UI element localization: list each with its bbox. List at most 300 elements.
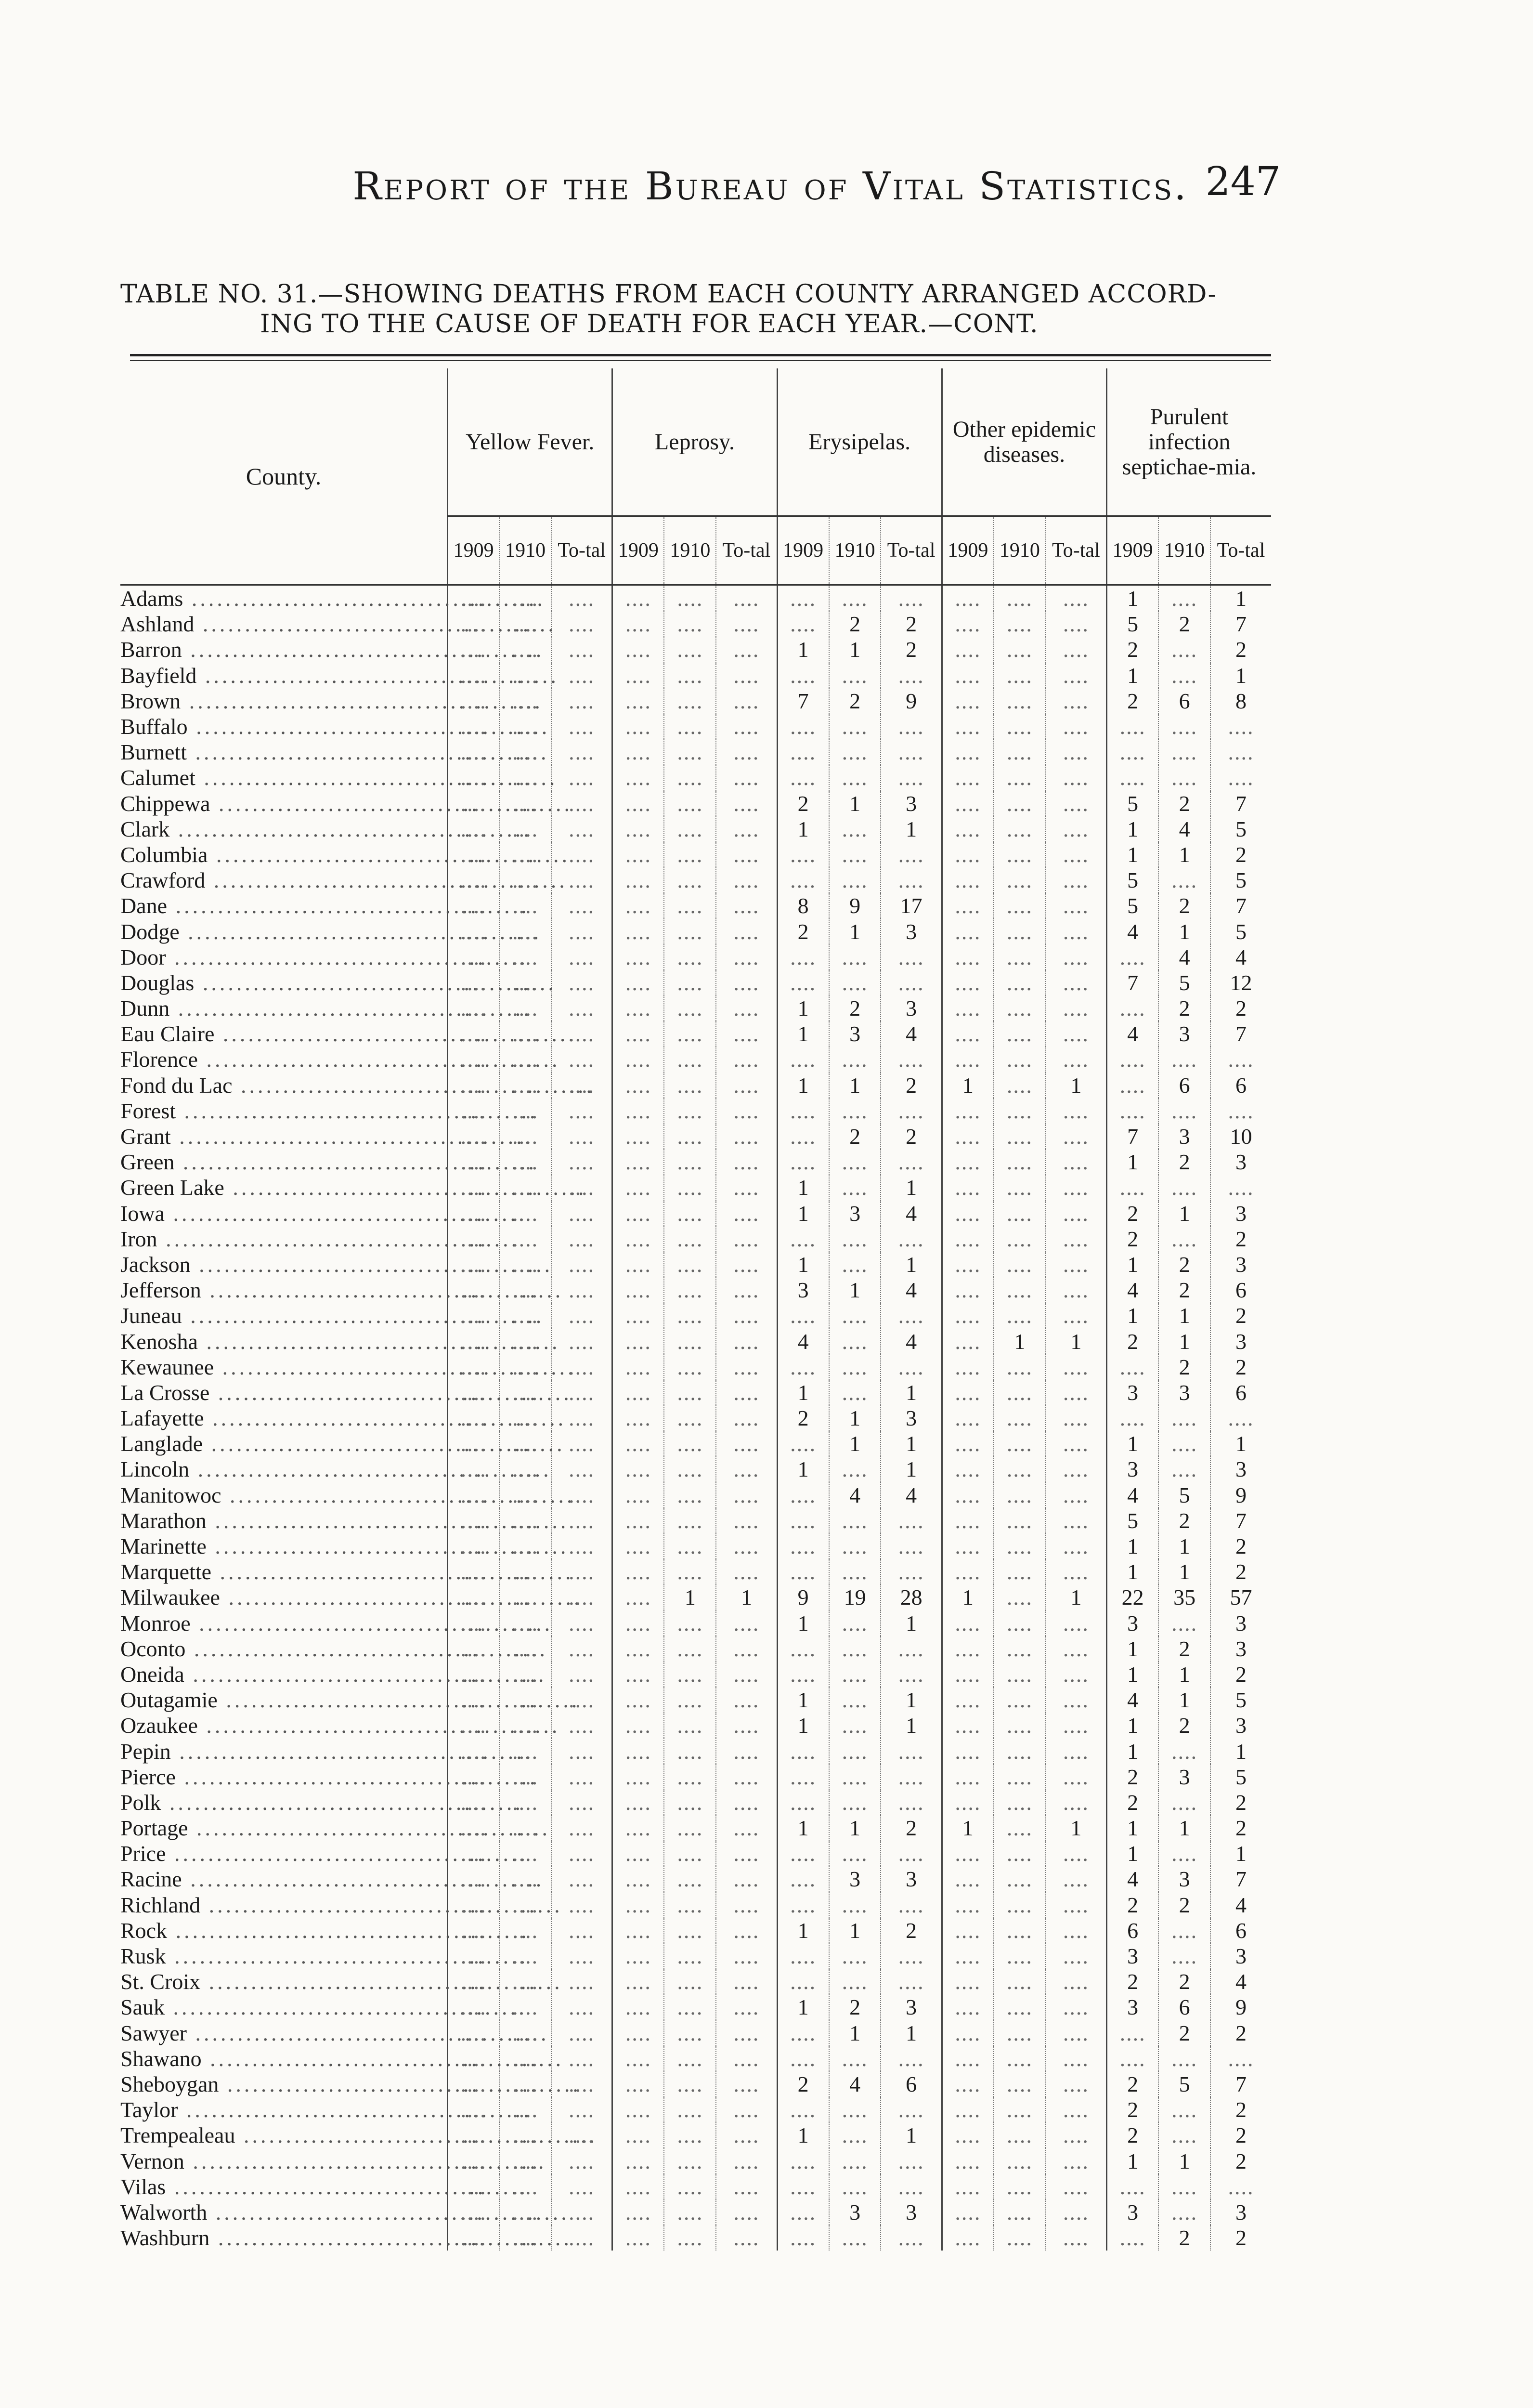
cell-value: 1 [1014,1329,1026,1354]
erysipelas-cell-1909 [777,585,829,612]
cell-value [955,1406,981,1430]
cell-value [733,1047,759,1072]
erysipelas-cell-1910 [829,2174,881,2199]
erysipelas-cell-total [881,1892,942,1918]
cell-value [733,2225,759,2250]
other-epidemic-cell-total [1046,739,1107,765]
county-name [120,1866,545,1892]
erysipelas-cell-1909 [777,2225,829,2251]
county-column-header: County. [120,368,448,585]
cell-value [1171,1099,1197,1123]
cell-value: 1 [906,1688,917,1713]
purulent-infection-cell-1910 [1158,1431,1210,1456]
other-epidemic-cell-1910 [994,2122,1046,2148]
cell-value: 1 [849,1073,861,1098]
erysipelas-cell-1910 [829,1098,881,1124]
cell-value: 1 [797,1713,809,1738]
other-epidemic-cell-total [1046,1815,1107,1841]
purulent-infection-cell-total [1210,1687,1271,1713]
purulent-infection-cell-total [1210,1713,1271,1738]
erysipelas-cell-1910 [829,1226,881,1252]
other-epidemic-cell-total [1046,1149,1107,1175]
erysipelas-cell-total [881,893,942,918]
cell-value [1007,1944,1033,1968]
cell-value [733,893,759,918]
county-name [120,1149,537,1175]
dot-leader: .......................................... [214,1354,576,1379]
cell-value [677,1688,703,1712]
purulent-infection-cell-total [1210,842,1271,867]
cell-value [1063,817,1089,841]
erysipelas-cell-1910 [829,2046,881,2071]
cell-value [625,1406,651,1430]
leprosy-cell-1909 [612,842,664,867]
cell-value [1007,1175,1033,1200]
cell-value: 2 [1235,2097,1247,2122]
cell-value [733,919,759,944]
cell-value [677,1124,703,1149]
other-epidemic-cell-total [1046,1687,1107,1713]
other-epidemic-cell-1909 [942,1047,994,1072]
cell-value: 1 [684,1585,696,1610]
cell-value [733,1611,759,1636]
erysipelas-cell-1910 [829,2020,881,2046]
cell-value [512,1688,538,1712]
cell-value [1063,1431,1089,1456]
cell-value: 3 [1235,1457,1247,1482]
other-epidemic-cell-1910 [994,2225,1046,2251]
other-epidemic-cell-1909 [942,1456,994,1482]
cell-value [625,1329,651,1354]
other-epidemic-cell-1909 [942,1841,994,1866]
purulent-infection-cell-1910 [1158,1790,1210,1815]
cell-value: 3 [1127,1380,1139,1405]
cell-value [842,1047,868,1072]
other-epidemic-cell-1909 [942,1303,994,1328]
purulent-infection-cell-total [1210,1098,1271,1124]
erysipelas-cell-1910 [829,1482,881,1508]
cell-value [569,1688,595,1712]
cell-value [461,893,487,918]
cell-value [842,1252,868,1277]
cell-value [569,1227,595,1251]
leprosy-cell-1910 [664,1021,716,1047]
other-epidemic-cell-1909 [942,1431,994,1456]
other-epidemic-cell-1909 [942,1943,994,1969]
cell-value [1007,1457,1033,1481]
cell-value [1063,1944,1089,1968]
cell-value [955,2174,981,2199]
leprosy-cell-1909 [612,1584,664,1610]
yellow-fever-cell-total [551,1149,612,1175]
cell-value [461,2123,487,2147]
county-name [120,585,546,612]
cell-value [677,996,703,1021]
leprosy-cell-1910 [664,1354,716,1380]
yellow-fever-cell-total [551,1226,612,1252]
leprosy-cell-1910 [664,1610,716,1636]
erysipelas-cell-1909 [777,1738,829,1764]
other-epidemic-cell-1910 [994,1328,1046,1354]
county-name [120,1124,533,1149]
county-label: Richland [120,1892,201,1917]
other-epidemic-cell-total [1046,1252,1107,1277]
purulent-infection-cell-1910 [1158,585,1210,612]
cell-value [790,1969,816,1994]
cell-value [1007,868,1033,892]
erysipelas-cell-1909 [777,2097,829,2122]
cell-value [733,1508,759,1533]
leprosy-cell-total [716,1943,777,1969]
county-name [120,995,532,1021]
county-label: Racine [120,1867,182,1892]
cell-value: 3 [1235,1636,1247,1661]
cell-value [677,1739,703,1764]
erysipelas-cell-total [881,1636,942,1662]
cell-value [842,1893,868,1917]
other-epidemic-cell-total [1046,1636,1107,1662]
cell-value: 1 [1179,842,1190,867]
cell-value [1063,1790,1089,1815]
cell-value [677,1457,703,1481]
erysipelas-cell-1909 [777,1764,829,1790]
cell-value: 1 [1127,842,1139,867]
cell-value [733,1406,759,1430]
dot-leader: .......................................... [190,1610,553,1636]
erysipelas-cell-1909 [777,893,829,918]
other-epidemic-cell-1910 [994,2097,1046,2122]
other-epidemic-cell-total [1046,1892,1107,1918]
erysipelas-cell-total [881,2199,942,2225]
cell-value: 2 [1127,1226,1139,1251]
cell-value: 1 [1127,1431,1139,1456]
purulent-infection-cell-total [1210,611,1271,637]
cell-value [512,1252,538,1277]
cell-value: 1 [1179,1534,1190,1559]
cell-value [733,1790,759,1815]
cell-value [569,1841,595,1866]
cell-value [512,1355,538,1379]
erysipelas-cell-total [881,1431,942,1456]
cell-value: 1 [797,1995,809,2020]
cell-value [569,1816,595,1840]
cell-value: 3 [1179,1764,1190,1789]
cell-value [625,1099,651,1123]
cell-value [955,1227,981,1251]
leprosy-cell-1909 [612,1252,664,1277]
other-epidemic-subheader-total: To-tal [1046,516,1107,585]
other-epidemic-cell-1909 [942,893,994,918]
county-name [120,714,550,739]
other-epidemic-cell-1909 [942,970,994,995]
dot-leader: .......................................... [186,2020,549,2045]
cell-value [733,2021,759,2045]
cell-value [898,1790,924,1815]
cell-value: 1 [797,1688,809,1713]
cell-value: 6 [1179,688,1190,713]
cell-value [569,637,595,662]
cell-value: 9 [797,1585,809,1610]
cell-value [955,1918,981,1943]
table-row [120,1380,1271,1405]
cell-value: 2 [1235,1816,1247,1841]
cell-value [1063,1303,1089,1328]
county-label: Lincoln [120,1457,190,1482]
cell-value [512,714,538,739]
leprosy-cell-total [716,1380,777,1405]
county-name [120,1098,538,1124]
purulent-infection-cell-total [1210,714,1271,739]
cell-value [461,1175,487,1200]
erysipelas-cell-total [881,1533,942,1559]
cell-value [677,1021,703,1046]
cell-value [677,1790,703,1815]
cell-value [955,1841,981,1866]
cell-value: 1 [906,1252,917,1277]
purulent-infection-cell-1910 [1158,1328,1210,1354]
purulent-infection-cell-1910 [1158,1482,1210,1508]
county-name [120,663,559,688]
cell-value [1063,2200,1089,2225]
leprosy-cell-1910 [664,893,716,918]
purulent-infection-cell-total [1210,1994,1271,2020]
erysipelas-cell-1909 [777,1866,829,1892]
leprosy-cell-total [716,1815,777,1841]
yellow-fever-cell-total [551,2174,612,2199]
erysipelas-cell-total [881,1354,942,1380]
other-epidemic-cell-1909 [942,816,994,842]
cell-value [1007,1483,1033,1507]
yellow-fever-cell-total [551,995,612,1021]
erysipelas-cell-total [881,791,942,816]
cell-value [1063,586,1089,611]
leprosy-cell-1909 [612,1149,664,1175]
county-name [120,1226,520,1252]
cell-value [569,2149,595,2173]
cell-value [790,1893,816,1917]
cell-value [898,1508,924,1533]
purulent-infection-cell-1909 [1107,1201,1159,1226]
dot-leader: .......................................... [178,2097,540,2122]
cell-value [733,1739,759,1764]
cell-value [1171,1227,1197,1251]
cell-value [733,1457,759,1481]
cell-value [1171,2097,1197,2122]
purulent-infection-cell-total [1210,1149,1271,1175]
cell-value [733,1841,759,1866]
cell-value [625,1175,651,1200]
other-epidemic-cell-1909 [942,842,994,867]
erysipelas-cell-1909 [777,2046,829,2071]
county-label: Kewaunee [120,1354,214,1379]
cell-value [955,970,981,995]
leprosy-cell-1910 [664,637,716,662]
cell-value [569,1406,595,1430]
cell-value: 2 [797,919,809,944]
county-name [120,1713,560,1738]
cell-value [898,2046,924,2071]
erysipelas-cell-total [881,1943,942,1969]
cell-value [625,1252,651,1277]
other-epidemic-cell-1909 [942,1226,994,1252]
cell-value [733,1534,759,1558]
cell-value: 5 [1235,1688,1247,1713]
cell-value [461,791,487,816]
cell-value: 4 [1179,944,1190,969]
leprosy-cell-1910 [664,1277,716,1303]
cell-value [842,1636,868,1661]
leprosy-cell-1909 [612,1533,664,1559]
cell-value: 2 [1127,2071,1139,2096]
county-label: Forest [120,1098,176,1123]
erysipelas-cell-1909 [777,2174,829,2199]
cell-value [461,1944,487,1968]
cell-value [842,1841,868,1866]
erysipelas-cell-1909 [777,1841,829,1866]
purulent-infection-cell-total [1210,791,1271,816]
other-epidemic-cell-total [1046,1405,1107,1431]
cell-value [1007,1380,1033,1405]
dot-leader: .......................................... [209,2225,572,2251]
cell-value: 3 [1127,1457,1139,1482]
county-label: Sawyer [120,2020,187,2045]
cell-value [898,1227,924,1251]
cell-value [955,1021,981,1046]
erysipelas-subheader-total: To-tal [881,516,942,585]
cell-value [955,1969,981,1994]
other-epidemic-cell-1909 [942,1969,994,1994]
cell-value [512,791,538,816]
cell-value [512,1841,538,1866]
cell-value [790,2200,816,2225]
erysipelas-cell-total [881,842,942,867]
yellow-fever-subheader-1910: 1910 [499,516,551,585]
purulent-infection-cell-1909 [1107,1969,1159,1994]
erysipelas-cell-1909 [777,1277,829,1303]
erysipelas-cell-1910 [829,1021,881,1047]
erysipelas-cell-1909 [777,765,829,790]
other-epidemic-cell-total [1046,2174,1107,2199]
leprosy-cell-1910 [664,688,716,714]
cell-value [677,893,703,918]
cell-value: 1 [906,1457,917,1482]
dot-leader: .......................................... [210,791,573,816]
erysipelas-cell-1910 [829,1943,881,1969]
cell-value: 5 [1127,868,1139,893]
purulent-infection-cell-1909 [1107,1073,1159,1098]
cell-value: 5 [1127,612,1139,637]
county-label: Green [120,1150,175,1175]
erysipelas-cell-total [881,2122,942,2148]
leprosy-cell-1909 [612,585,664,612]
cell-value [625,1816,651,1840]
cell-value [1171,663,1197,688]
cell-value: 3 [849,2199,861,2225]
cell-value [677,1867,703,1891]
cell-value [842,1380,868,1405]
other-epidemic-cell-1909 [942,765,994,790]
cell-value [569,1483,595,1507]
dot-leader: .......................................... [167,893,530,918]
leprosy-cell-1910 [664,2071,716,2097]
cell-value [955,2021,981,2045]
cell-value: 7 [1127,1124,1139,1149]
leprosy-cell-1909 [612,1303,664,1328]
table-row [120,2046,1271,2071]
cell-value [955,1559,981,1584]
other-epidemic-cell-total [1046,1201,1107,1226]
cell-value [733,1278,759,1302]
purulent-infection-cell-total [1210,1892,1271,1918]
erysipelas-cell-1910 [829,1662,881,1687]
cell-value [625,1150,651,1174]
cell-value [569,2174,595,2199]
purulent-infection-cell-1910 [1158,2174,1210,2199]
cell-value [625,2225,651,2250]
other-epidemic-cell-total [1046,1866,1107,1892]
cell-value [1007,1995,1033,2019]
leprosy-cell-1909 [612,714,664,739]
cell-value [461,1765,487,1789]
cell-value: 9 [1235,1482,1247,1507]
cell-value [569,1380,595,1405]
leprosy-cell-1909 [612,1456,664,1482]
other-epidemic-cell-1909 [942,688,994,714]
cell-value: 2 [849,996,861,1021]
cell-value [677,1483,703,1507]
table-row [120,1047,1271,1072]
other-epidemic-cell-1910 [994,1201,1046,1226]
yellow-fever-cell-total [551,714,612,739]
cell-value: 1 [962,1585,974,1610]
other-epidemic-cell-1910 [994,637,1046,662]
cell-value: 3 [849,1201,861,1226]
cell-value: 1 [906,2020,917,2045]
cell-value [461,1303,487,1328]
dot-leader: .......................................... [157,1226,520,1251]
cell-value [461,1918,487,1943]
cell-value [461,919,487,944]
leprosy-cell-1910 [664,1918,716,1943]
other-epidemic-cell-1910 [994,1815,1046,1841]
leprosy-cell-1910 [664,867,716,893]
purulent-infection-cell-total [1210,2071,1271,2097]
other-epidemic-cell-1910 [994,739,1046,765]
cell-value [1063,1252,1089,1277]
other-epidemic-cell-1909 [942,1636,994,1662]
cell-value [512,893,538,918]
cell-value [898,1969,924,1994]
cell-value [625,1278,651,1302]
cell-value: 1 [1127,1252,1139,1277]
table-row [120,2199,1271,2225]
cell-value: 2 [906,1816,917,1841]
table-row [120,1252,1271,1277]
other-epidemic-cell-1910 [994,944,1046,970]
county-name [120,2122,598,2148]
table-row [120,893,1271,918]
leprosy-cell-total [716,1021,777,1047]
county-name [120,1021,577,1047]
cell-value [898,1559,924,1584]
leprosy-cell-1909 [612,1021,664,1047]
cell-value: 2 [1235,996,1247,1021]
cell-value [569,765,595,790]
county-name [120,2046,564,2071]
purulent-infection-cell-1909 [1107,1918,1159,1943]
cell-value [733,1636,759,1661]
cell-value: 1 [849,1278,861,1303]
